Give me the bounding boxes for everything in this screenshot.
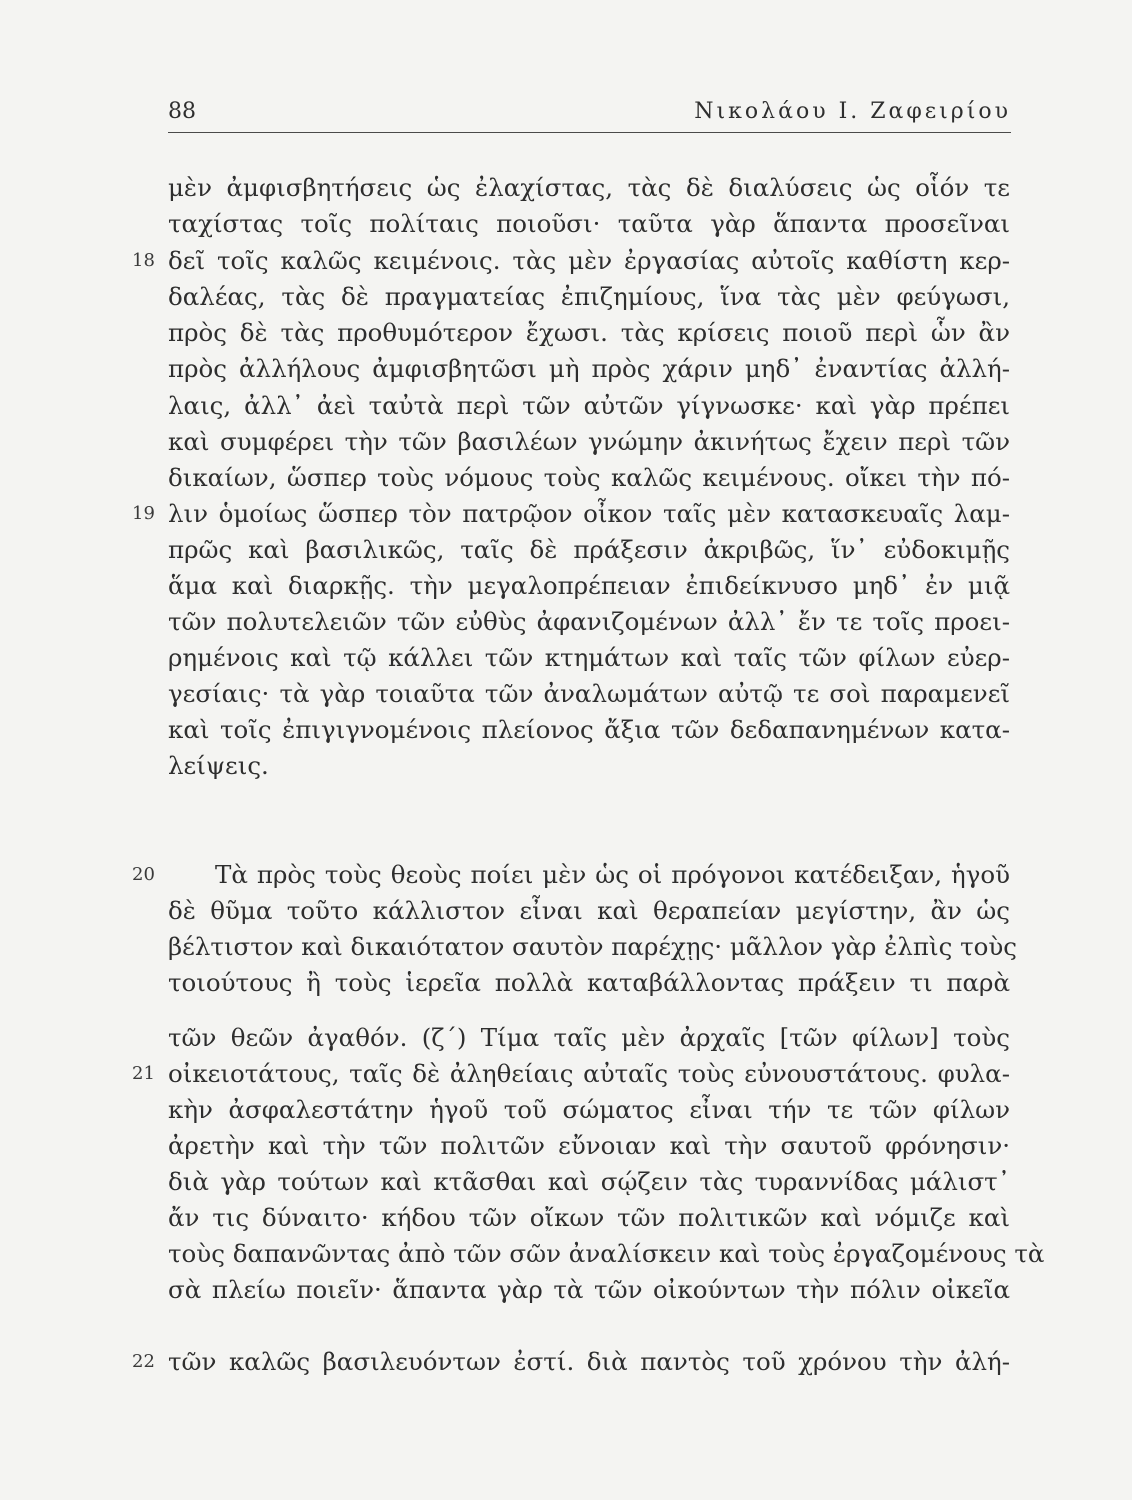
text-line: τοιούτους ἢ τοὺς ἱερεῖα πολλὰ καταβάλλοντας πράξειν τι παρὰ: [168, 968, 1010, 997]
text-line: διὰ γὰρ τούτων καὶ κτᾶσθαι καὶ σῴζειν τὰς τυραννίδας μάλιστ᾽: [168, 1167, 1010, 1196]
text-line: Τὰ πρὸς τοὺς θεοὺς ποίει μὲν ὡς οἱ πρόγονοι κατέδειξαν, ἡγοῦ: [215, 860, 1010, 889]
text-line: κὴν ἀσφαλεστάτην ἡγοῦ τοῦ σώματος εἶναι τήν τε τῶν φίλων: [168, 1095, 1010, 1124]
text-line: δαλέας, τὰς δὲ πραγματείας ἐπιζημίους, ἵνα τὰς μὲν φεύγωσι,: [168, 282, 1010, 311]
text-line: λείψεις.: [168, 751, 269, 780]
text-line: πρὸς δὲ τὰς προθυμότερον ἔχωσι. τὰς κρίσεις ποιοῦ περὶ ὧν ἂν: [168, 318, 1010, 347]
running-head: Νικολάου Ι. Ζαφειρίου: [694, 99, 1011, 124]
text-line: ταχίστας τοῖς πολίταις ποιοῦσι· ταῦτα γὰρ ἅπαντα προσεῖναι: [168, 209, 1010, 238]
header-rule: [168, 132, 1011, 133]
margin-number: 20: [132, 864, 155, 885]
text-line: τοὺς δαπανῶντας ἀπὸ τῶν σῶν ἀναλίσκειν καὶ τοὺς ἐργαζομένους τὰ: [168, 1239, 1045, 1268]
text-line: λιν ὁμοίως ὥσπερ τὸν πατρῷον οἶκον ταῖς μὲν κατασκευαῖς λαμ-: [168, 499, 1010, 528]
text-line: δὲ θῦμα τοῦτο κάλλιστον εἶναι καὶ θεραπείαν μεγίστην, ἂν ὡς: [168, 896, 1010, 925]
text-line: ἅμα καὶ διαρκῇς. τὴν μεγαλοπρέπειαν ἐπιδείκνυσο μηδ᾽ ἐν μιᾷ: [168, 571, 1010, 600]
text-line: πρῶς καὶ βασιλικῶς, ταῖς δὲ πράξεσιν ἀκριβῶς, ἵν᾽ εὐδοκιμῇς: [168, 535, 1010, 564]
text-line: καὶ τοῖς ἐπιγιγνομένοις πλείονος ἄξια τῶν δεδαπανημένων κατα-: [168, 715, 1010, 744]
text-line: ρημένοις καὶ τῷ κάλλει τῶν κτημάτων καὶ ταῖς τῶν φίλων εὐερ-: [168, 643, 1010, 672]
text-line: οἰκειοτάτους, ταῖς δὲ ἀληθείαις αὐταῖς τοὺς εὐνουστάτους. φυλα-: [168, 1059, 1010, 1088]
text-line: πρὸς ἀλλήλους ἀμφισβητῶσι μὴ πρὸς χάριν μηδ᾽ ἐναντίας ἀλλή-: [168, 354, 1010, 383]
margin-number: 22: [132, 1351, 155, 1372]
text-line: ἀρετὴν καὶ τὴν τῶν πολιτῶν εὔνοιαν καὶ τὴν σαυτοῦ φρόνησιν·: [168, 1131, 1010, 1160]
text-line: τῶν πολυτελειῶν τῶν εὐθὺς ἀφανιζομένων ἀλλ᾽ ἔν τε τοῖς προει-: [168, 607, 1010, 636]
text-line: λαις, ἀλλ᾽ ἀεὶ ταὐτὰ περὶ τῶν αὐτῶν γίγνωσκε· καὶ γὰρ πρέπει: [168, 391, 1010, 420]
text-line: σὰ πλείω ποιεῖν· ἅπαντα γὰρ τὰ τῶν οἰκούντων τὴν πόλιν οἰκεῖα: [168, 1275, 1010, 1304]
text-line: τῶν θεῶν ἀγαθόν. (ζ´) Τίμα ταῖς μὲν ἀρχαῖς [τῶν φίλων] τοὺς: [168, 1023, 1010, 1052]
text-line: καὶ συμφέρει τὴν τῶν βασιλέων γνώμην ἀκινήτως ἔχειν περὶ τῶν: [168, 427, 1010, 456]
text-line: δεῖ τοῖς καλῶς κειμένοις. τὰς μὲν ἐργασίας αὐτοῖς καθίστη κερ-: [168, 246, 1010, 275]
page-number: 88: [168, 99, 196, 124]
margin-number: 21: [132, 1063, 155, 1084]
page-header: [168, 97, 1011, 133]
text-line: τῶν καλῶς βασιλευόντων ἐστί. διὰ παντὸς τοῦ χρόνου τὴν ἀλή-: [168, 1347, 1010, 1376]
text-line: βέλτιστον καὶ δικαιότατον σαυτὸν παρέχῃς· μᾶλλον γὰρ ἐλπὶς τοὺς: [168, 932, 1018, 961]
text-line: γεσίαις· τὰ γὰρ τοιαῦτα τῶν ἀναλωμάτων αὐτῷ τε σοὶ παραμενεῖ: [168, 679, 1010, 708]
text-line: δικαίων, ὥσπερ τοὺς νόμους τοὺς καλῶς κειμένους. οἴκει τὴν πό-: [168, 463, 1010, 492]
text-line: ἄν τις δύναιτο· κήδου τῶν οἴκων τῶν πολιτικῶν καὶ νόμιζε καὶ: [168, 1203, 1010, 1232]
margin-number: 18: [132, 250, 155, 271]
margin-number: 19: [132, 503, 155, 524]
text-line: μὲν ἀμφισβητήσεις ὡς ἐλαχίστας, τὰς δὲ διαλύσεις ὡς οἷόν τε: [168, 173, 1010, 202]
